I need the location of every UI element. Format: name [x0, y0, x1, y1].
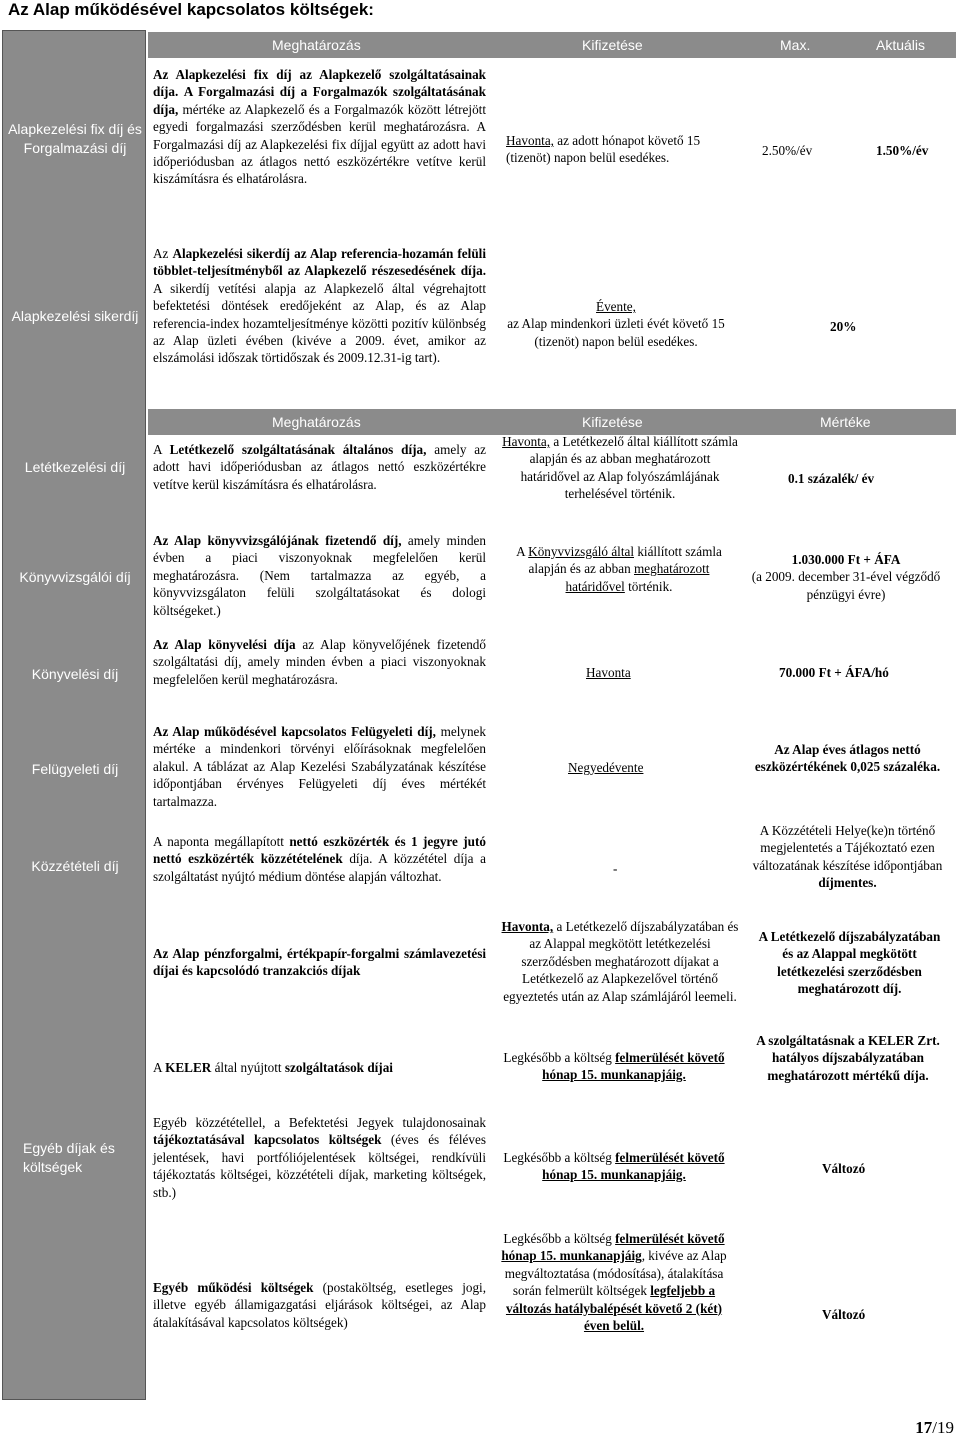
publication-fee-rate: A Közzétételi Helye(ke)n történő megjelentetés a Tájékoztató ezen változatának készítése időpontjában díjmentes.: [752, 823, 943, 891]
custody-fee-payment: Havonta, a Letétkezelő által kiállított számla alapján és az abban meghatározott határidővel az Alap folyószámlájának terhelésével történik.: [502, 434, 738, 502]
fix-fee-actual: 1.50%/év: [876, 143, 929, 158]
fix-fee-max: 2.50%/év: [762, 143, 813, 158]
other-publication-cost-payment: Legkésőbb a költség felmerülését követő hónap 15. munkanapjáig.: [503, 1150, 725, 1183]
header-definition: Meghatározás: [272, 37, 361, 53]
success-fee-description: Az Alapkezelési sikerdíj az Alap referencia-hozamán felüli többlet-teljesítményből az Alapkezelő részesedésének díja. A sikerdíj vetítési alapja az Alapkezelő által végrehajtott befektetési döntések eredőjeként az Alap, és az Alap referencia-index hozamteljesítménye közötti pozitív különbség az Alap üzleti évében (kivéve a 2009. évet, amikor az elszámolási időszak törtidőszak és 2009.12.31-ig tart).: [153, 246, 486, 366]
keler-fee-rate: A szolgáltatásnak a KELER Zrt. hatályos díjszabályzatában meghatározott mértékű díja.: [756, 1033, 940, 1083]
custody-fee-description: A Letétkezelő szolgáltatásának általános díja, amely az adott havi időperiódusban az átlagos nettó eszközértékre vetítve kerül kiszámításra és elhatárolásra.: [153, 442, 486, 492]
transfer-fee-description: Az Alap pénzforgalmi, értékpapír-forgalmi számlavezetési díjai és kapcsolódó tranzakciós díjak: [153, 946, 486, 979]
other-publication-cost-description: Egyéb közzététellel, a Befektetési Jegyek tulajdonosainak tájékoztatásával kapcsolatos költségek (éves és féléves jelentések, havi portfóliójelentések költségei, rendkívüli tájékoztatás költségei, közzétételi díjak, marketing költségek, stb.): [153, 1115, 486, 1200]
label-custody-fee: Letétkezelési díj: [24, 459, 126, 475]
label-audit-fee: Könyvvizsgálói díj: [19, 569, 131, 585]
fix-fee-payment: Havonta, az adott hónapot követő 15 (tizenöt) napon belül esedékes.: [506, 133, 701, 166]
header-actual: Aktuális: [876, 37, 926, 53]
success-fee-max: 20%: [830, 319, 857, 334]
table-header-2: [148, 409, 956, 435]
success-fee-payment: Évente, az Alap mindenkori üzleti évét követő 15 (tizenöt) napon belül esedékes.: [507, 299, 725, 349]
transfer-fee-payment: Havonta, a Letétkezelő díjszabályzatában és az Alappal megkötött letétkezelési szerződésben meghatározott díjakat a Letétkezelő az Alapkezelővel történő egyeztetés után az Alap számlájáról leemeli.: [501, 919, 739, 1004]
keler-fee-payment: Legkésőbb a költség felmerülését követő hónap 15. munkanapjáig.: [503, 1050, 725, 1083]
row-label-column: [2, 30, 146, 1400]
fix-fee-description: Az Alapkezelési fix díj az Alapkezelő szolgáltatásainak díja. A Forgalmazási díj a Forgalmazók szolgáltatásának díja, mértéke az Alapkezelő és a Forgalmazók között létrejött egyedi forgalmazási szerződésben kerül meghatározásra. A Forgalmazási díj az Alapkezelési fix díjjal együtt az adott havi időperiódusban az átlagos nettó eszközértékre vetítve kerül kiszámításra és elhatárolásra.: [153, 67, 486, 187]
supervision-fee-rate: Az Alap éves átlagos nettó eszközértékének 0,025 százaléka.: [754, 742, 941, 775]
other-operating-cost-description: Egyéb működési költségek (postaköltség, esetleges jogi, illetve egyéb államigazgatási eljárások költségei, az Alap átalakításával kapcsolatos költségek): [153, 1280, 487, 1330]
supervision-fee-description: Az Alap működésével kapcsolatos Felügyeleti díj, melynek mértéke a mindenkori törvényi előírásoknak megfelelően alakul. A táblázat az Alap Kezelési Szabályzatának készítése időpontjában érvényes Felügyeleti díj éves mértékét tartalmazza.: [153, 724, 486, 809]
page-title: Az Alap működésével kapcsolatos költségek:: [8, 0, 374, 19]
audit-fee-rate: 1.030.000 Ft + ÁFA (a 2009. december 31-ével végződő pénzügyi évre): [751, 552, 941, 602]
table-header-1: [148, 32, 956, 58]
accounting-fee-payment: Havonta: [586, 665, 631, 680]
label-supervision-fee: Felügyeleti díj: [31, 761, 119, 777]
label-publication-fee: Közzétételi díj: [31, 858, 119, 874]
supervision-fee-payment: Negyedévente: [568, 760, 644, 775]
other-operating-cost-rate: Változó: [822, 1307, 866, 1322]
audit-fee-description: Az Alap könyvvizsgálójának fizetendő díj, amely minden évben a piaci viszonyoknak megfelelően kerül meghatározásra. (Nem tartalmazza az egyéb, a könyvvizsgálaton felüli szolgáltatásokat és dologi költségeket.): [153, 533, 486, 618]
label-success-fee: Alapkezelési sikerdíj: [11, 308, 139, 324]
header-max: Max.: [780, 37, 811, 53]
transfer-fee-rate: A Letétkezelő díjszabályzatában és az Alappal megkötött letétkezelési szerződésben meghatározott díj.: [758, 929, 941, 997]
page-number: 17/19: [915, 1418, 954, 1437]
header-rate: Mértéke: [820, 414, 871, 430]
accounting-fee-description: Az Alap könyvelési díja az Alap könyvelőjének fizetendő szolgáltatási díj, amely minden évben a piaci viszonyoknak megfelelően kerül meghatározásra.: [153, 637, 486, 687]
audit-fee-payment: A Könyvvizsgáló által kiállított számla alapján és az abban meghatározott határidővel történik.: [516, 544, 722, 594]
publication-fee-description: A naponta megállapított nettó eszközérték és 1 jegyre jutó nettó eszközérték közzétételének díja. A közzététel díja a szolgáltatást nyújtó médium döntése alapján változhat.: [153, 834, 486, 884]
accounting-fee-rate: 70.000 Ft + ÁFA/hó: [779, 665, 889, 680]
header-definition-2: Meghatározás: [272, 414, 361, 430]
other-operating-cost-payment: Legkésőbb a költség felmerülését követő hónap 15. munkanapjáig, kivéve az Alap megváltoztatása (módosítása), átalakítása során felmerült költségek legfeljebb a változás hatálybalépését követő 2 (két) éven belül.: [501, 1231, 727, 1334]
label-other-fees: Egyéb díjak és költségek: [23, 1140, 115, 1175]
publication-fee-payment: -: [613, 861, 618, 876]
label-fix-fee: Alapkezelési fix díj és Forgalmazási díj: [8, 121, 142, 156]
label-accounting-fee: Könyvelési díj: [31, 666, 119, 682]
keler-fee-description: A KELER által nyújtott szolgáltatások díjai: [153, 1060, 393, 1075]
custody-fee-rate: 0.1 százalék/ év: [788, 471, 875, 486]
header-payment-2: Kifizetése: [582, 414, 643, 430]
other-publication-cost-rate: Változó: [822, 1161, 866, 1176]
header-payment: Kifizetése: [582, 37, 643, 53]
